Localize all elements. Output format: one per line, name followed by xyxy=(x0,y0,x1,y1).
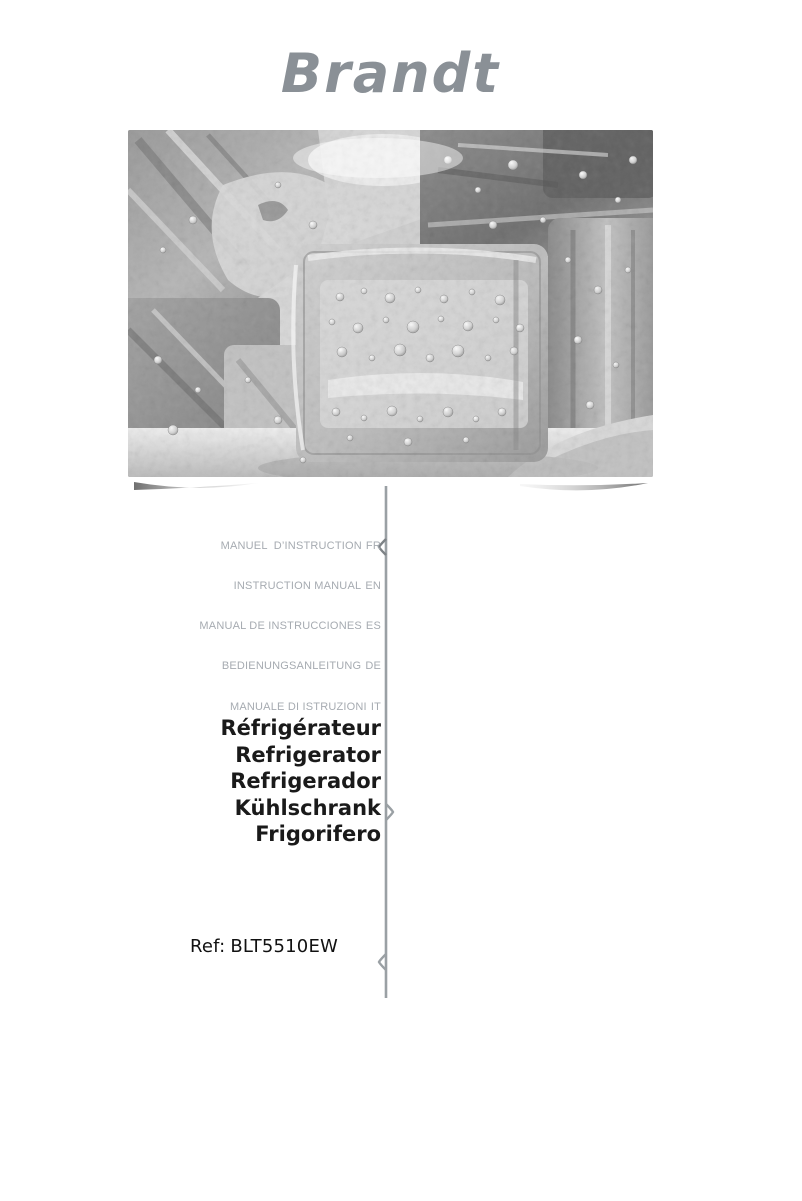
product-title-it: Frigorifero xyxy=(255,822,381,846)
language-code: FR xyxy=(365,539,381,552)
brandt-logo: Brandt xyxy=(280,42,501,105)
language-code: EN xyxy=(365,580,381,593)
page-curl-right xyxy=(520,483,648,490)
language-item-it xyxy=(0,701,381,714)
language-item-en xyxy=(0,580,381,593)
language-label: MANUALE DI ISTRUZIONI xyxy=(229,700,367,713)
reference-value: BLT5510EW xyxy=(230,936,339,957)
language-code: DE xyxy=(365,660,381,673)
language-item-fr xyxy=(0,540,381,553)
language-code: IT xyxy=(370,700,381,713)
product-title-de: Kühlschrank xyxy=(234,795,381,820)
product-title-list xyxy=(0,715,381,848)
language-label: MANUEL D’INSTRUCTION xyxy=(220,539,362,552)
language-item-de xyxy=(0,660,381,673)
language-label: BEDIENUNGSANLEITUNG xyxy=(221,660,362,673)
language-label: MANUAL DE INSTRUCCIONES xyxy=(199,620,362,633)
reference-label: Ref: xyxy=(190,936,226,957)
language-label: INSTRUCTION MANUAL xyxy=(233,580,362,593)
ice-cubes-photo xyxy=(128,130,653,477)
reference-line xyxy=(190,936,338,957)
product-title-es: Refrigerador xyxy=(230,769,381,793)
product-title-en: Refrigerator xyxy=(235,742,381,767)
language-item-es xyxy=(0,620,381,633)
language-list xyxy=(0,513,381,741)
page-curl-left xyxy=(134,482,258,490)
product-title-fr: Réfrigérateur xyxy=(220,716,381,740)
language-code: ES xyxy=(365,620,381,633)
